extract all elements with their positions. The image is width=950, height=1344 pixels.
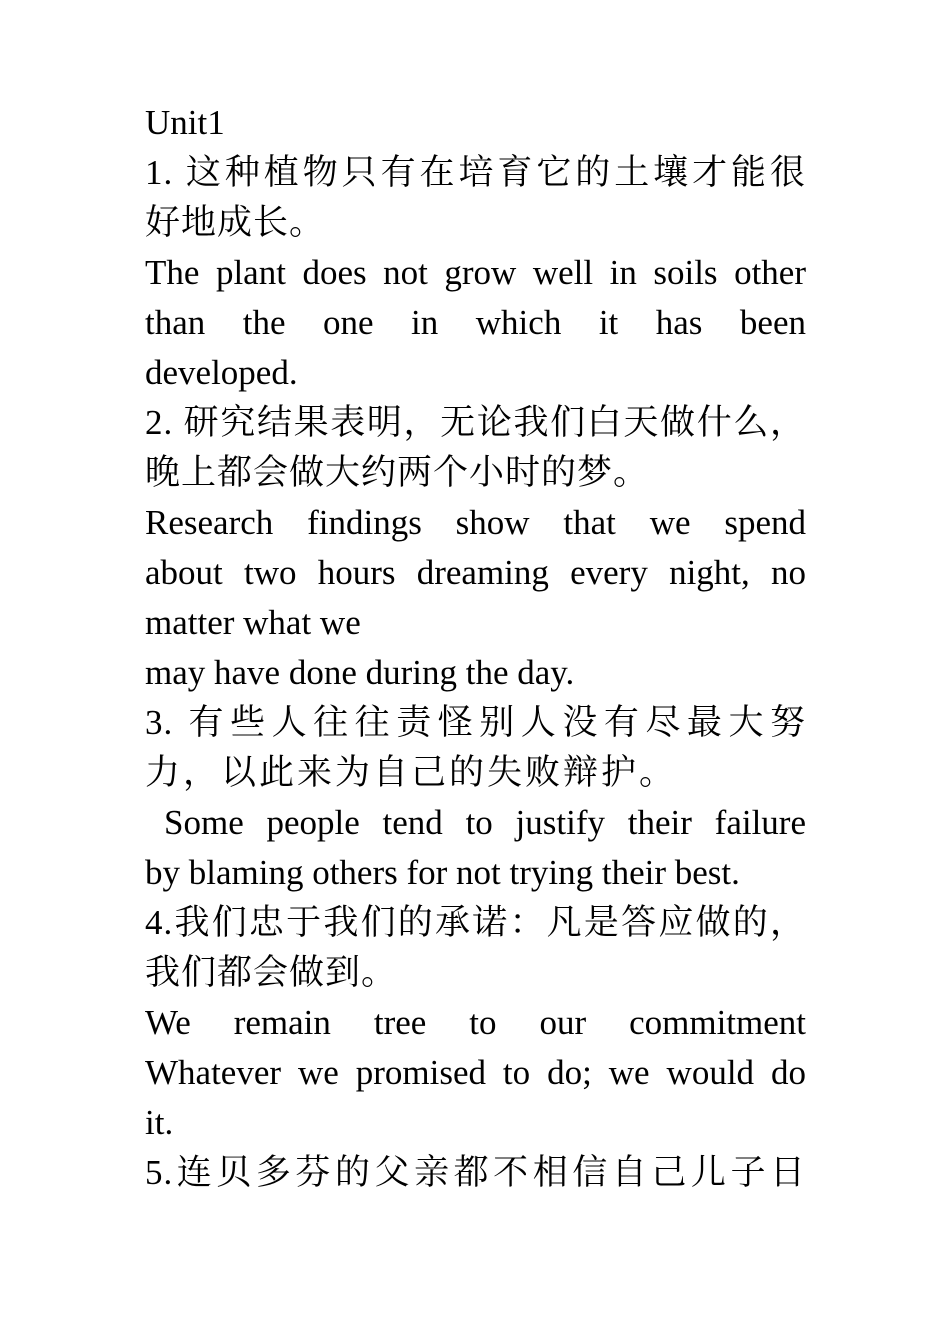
- item-3-english-line-2: by blaming others for not trying their best.: [145, 853, 740, 892]
- item-3-chinese-line-2: 力，以此来为自己的失败辩护。: [145, 753, 678, 792]
- item-3-english-line-1: Some people tend to justify their failure: [164, 803, 806, 842]
- item-1-chinese-line-2: 好地成长。: [145, 203, 326, 242]
- item-1-english-line-1: The plant does not grow well in soils other: [145, 253, 806, 292]
- item-1-english-line-3: developed.: [145, 353, 298, 392]
- item-4-english-line-2: Whatever we promised to do; we would do: [145, 1053, 806, 1092]
- item-5-chinese-line-1: 5.连贝多芬的父亲都不相信自己儿子日: [145, 1153, 806, 1192]
- item-2-chinese-line-2: 晚上都会做大约两个小时的梦。: [145, 453, 650, 492]
- item-2-english-line-1: Research findings show that we spend: [145, 503, 806, 542]
- item-4-chinese-line-2: 我们都会做到。: [145, 953, 398, 992]
- item-1-chinese-line-1: 1. 这种植物只有在培育它的土壤才能很: [145, 153, 806, 192]
- item-1-english-line-2: than the one in which it has been: [145, 303, 806, 342]
- item-2-english-line-4: may have done during the day.: [145, 653, 575, 692]
- document-page: [145, 98, 806, 1198]
- item-4-chinese-line-1: 4.我们忠于我们的承诺：凡是答应做的，: [145, 903, 806, 942]
- item-4-english-line-3: it.: [145, 1103, 174, 1142]
- item-2-english-line-2: about two hours dreaming every night, no: [145, 553, 806, 592]
- item-4-english-line-1: We remain tree to our commitment: [145, 1003, 806, 1042]
- item-2-english-line-3: matter what we: [145, 603, 361, 642]
- item-2-chinese-line-1: 2. 研究结果表明，无论我们白天做什么，: [145, 403, 806, 442]
- unit-heading: Unit1: [145, 103, 225, 142]
- item-3-chinese-line-1: 3. 有些人往往责怪别人没有尽最大努: [145, 703, 806, 742]
